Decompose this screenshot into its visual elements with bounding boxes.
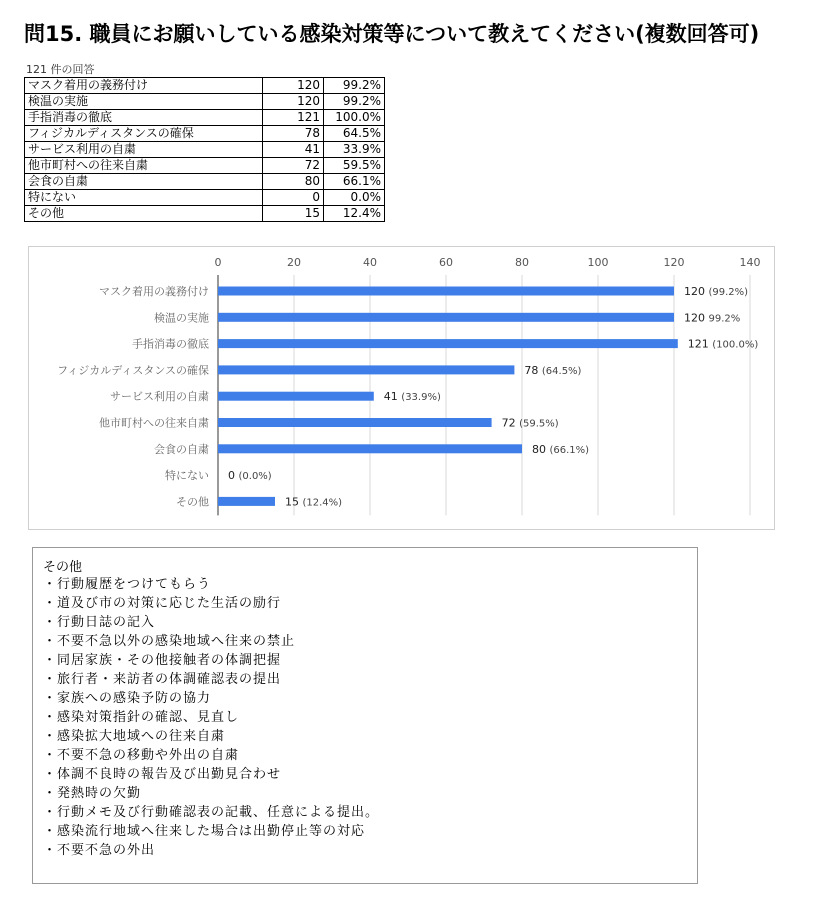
- y-category-label: サービス利用の自粛: [110, 390, 209, 404]
- table-cell-label: 会食の自粛: [25, 174, 263, 190]
- table-row: [25, 94, 385, 110]
- list-item: ・感染拡大地域への往来自粛: [43, 729, 226, 744]
- y-category-label: その他: [176, 495, 209, 509]
- x-tick-label: 80: [515, 256, 529, 269]
- table-cell-percent: 100.0%: [324, 110, 385, 126]
- data-label: [688, 338, 759, 351]
- x-tick-label: 140: [739, 256, 761, 269]
- table-cell-label: 検温の実施: [25, 94, 263, 110]
- other-list: [43, 575, 379, 860]
- data-label: [228, 469, 272, 482]
- table-cell-label: サービス利用の自粛: [25, 142, 263, 158]
- x-tick-label: 100: [587, 256, 609, 269]
- table-cell-label: 手指消毒の徹底: [25, 110, 263, 126]
- table-cell-count: 120: [263, 94, 324, 110]
- bar: [218, 392, 374, 401]
- page-title: 問15. 職員にお願いしている感染対策等について教えてください(複数回答可): [24, 22, 760, 46]
- list-item: ・道及び市の対策に応じた生活の励行: [43, 596, 282, 611]
- data-label-value: 121: [687, 337, 713, 351]
- table-row: [25, 206, 385, 222]
- data-label-percent: 99.2%: [708, 313, 741, 325]
- data-label-value: 0: [228, 469, 239, 483]
- table-row: [25, 142, 385, 158]
- data-label: [684, 311, 740, 324]
- table-cell-percent: 99.2%: [324, 94, 385, 110]
- x-tick-label: 120: [663, 256, 685, 269]
- table-cell-count: 0: [263, 190, 324, 206]
- data-label-percent: (66.1%): [549, 444, 590, 456]
- list-item: ・体調不良時の報告及び出勤見合わせ: [43, 767, 282, 782]
- data-label: [524, 364, 581, 377]
- x-tick-label: 20: [287, 256, 301, 269]
- data-label: [502, 417, 559, 430]
- data-label-value: 80: [532, 442, 550, 456]
- data-label-percent: (59.5%): [519, 418, 559, 430]
- data-label-percent: (64.5%): [541, 365, 582, 377]
- x-tick-label: 40: [363, 256, 377, 269]
- y-category-label: 会食の自粛: [154, 442, 209, 456]
- data-label-percent: (0.0%): [238, 471, 272, 483]
- other-answers-box: [32, 547, 698, 884]
- bar: [218, 287, 674, 296]
- bar: [218, 497, 275, 506]
- table-cell-count: 72: [263, 158, 324, 174]
- table-row: [25, 110, 385, 126]
- bar-chart-svg: [29, 247, 774, 529]
- data-label-value: 120: [684, 285, 709, 298]
- data-label: [684, 285, 748, 298]
- bar: [218, 365, 514, 374]
- list-item: ・行動メモ及び行動確認表の記載、任意による提出。: [43, 805, 380, 820]
- table-row: [25, 158, 385, 174]
- table-cell-label: フィジカルディスタンスの確保: [25, 126, 263, 142]
- table-cell-label: その他: [25, 206, 263, 222]
- bar: [218, 444, 522, 453]
- data-label: [285, 495, 342, 508]
- y-category-label: 特にない: [165, 469, 209, 483]
- y-category-label: マスク着用の義務付け: [99, 285, 209, 298]
- list-item: ・感染対策指針の確認、見直し: [43, 710, 240, 725]
- data-label-value: 78: [524, 363, 542, 377]
- list-item: ・同居家族・その他接触者の体調把握: [43, 653, 282, 668]
- list-item: ・不要不急の移動や外出の自粛: [43, 748, 240, 763]
- list-item: ・不要不急の外出: [43, 843, 156, 858]
- data-label-value: 120: [684, 311, 709, 325]
- data-label-percent: (12.4%): [302, 497, 343, 509]
- table-cell-percent: 12.4%: [324, 206, 385, 222]
- table-cell-percent: 59.5%: [324, 158, 385, 174]
- table-cell-count: 121: [263, 110, 324, 126]
- data-label-value: 72: [501, 416, 520, 430]
- list-item: ・不要不急以外の感染地域へ往来の禁止: [43, 634, 296, 649]
- data-label-percent: (33.9%): [401, 392, 441, 404]
- data-label: [532, 443, 589, 456]
- table-cell-label: 特にない: [25, 190, 263, 206]
- table-cell-percent: 66.1%: [324, 174, 385, 190]
- bar-chart: [28, 246, 775, 530]
- table-cell-percent: 64.5%: [324, 126, 385, 142]
- table-cell-label: 他市町村への往来自粛: [25, 158, 263, 174]
- list-item: ・行動日誌の記入: [43, 615, 156, 630]
- x-tick-label: 60: [439, 256, 453, 269]
- table-cell-percent: 33.9%: [324, 142, 385, 158]
- table-cell-count: 41: [263, 142, 324, 158]
- summary-table: [24, 77, 385, 222]
- table-row: [25, 126, 385, 142]
- data-label-percent: (99.2%): [708, 287, 749, 298]
- table-cell-percent: 0.0%: [324, 190, 385, 206]
- y-category-label: フィジカルディスタンスの確保: [57, 363, 209, 377]
- table-row: [25, 190, 385, 206]
- other-heading: その他: [43, 560, 83, 575]
- table-row: [25, 78, 385, 94]
- bar: [218, 418, 492, 427]
- bar: [218, 339, 678, 348]
- x-tick-label: 0: [214, 256, 222, 269]
- data-label: [384, 390, 441, 403]
- y-category-label: 他市町村への往来自粛: [99, 416, 209, 430]
- table-row: [25, 174, 385, 190]
- y-category-label: 手指消毒の徹底: [132, 337, 209, 351]
- data-label-value: 15: [285, 495, 303, 509]
- table-cell-count: 80: [263, 174, 324, 190]
- list-item: ・感染流行地域へ往来した場合は出勤停止等の対応: [43, 824, 366, 839]
- list-item: ・家族への感染予防の協力: [43, 691, 212, 706]
- table-cell-count: 78: [263, 126, 324, 142]
- table-cell-count: 120: [263, 78, 324, 94]
- table-cell-count: 15: [263, 206, 324, 222]
- data-label-value: 41: [383, 390, 402, 404]
- table-cell-percent: 99.2%: [324, 78, 385, 94]
- response-count: 121 件の回答: [26, 63, 95, 76]
- table-cell-label: マスク着用の義務付け: [25, 78, 263, 94]
- list-item: ・発熱時の欠勤: [43, 786, 142, 801]
- bar: [218, 313, 674, 322]
- list-item: ・行動履歴をつけてもらう: [43, 577, 212, 592]
- y-category-label: 検温の実施: [154, 311, 209, 325]
- data-label-percent: (100.0%): [712, 339, 759, 351]
- list-item: ・旅行者・来訪者の体調確認表の提出: [43, 672, 282, 687]
